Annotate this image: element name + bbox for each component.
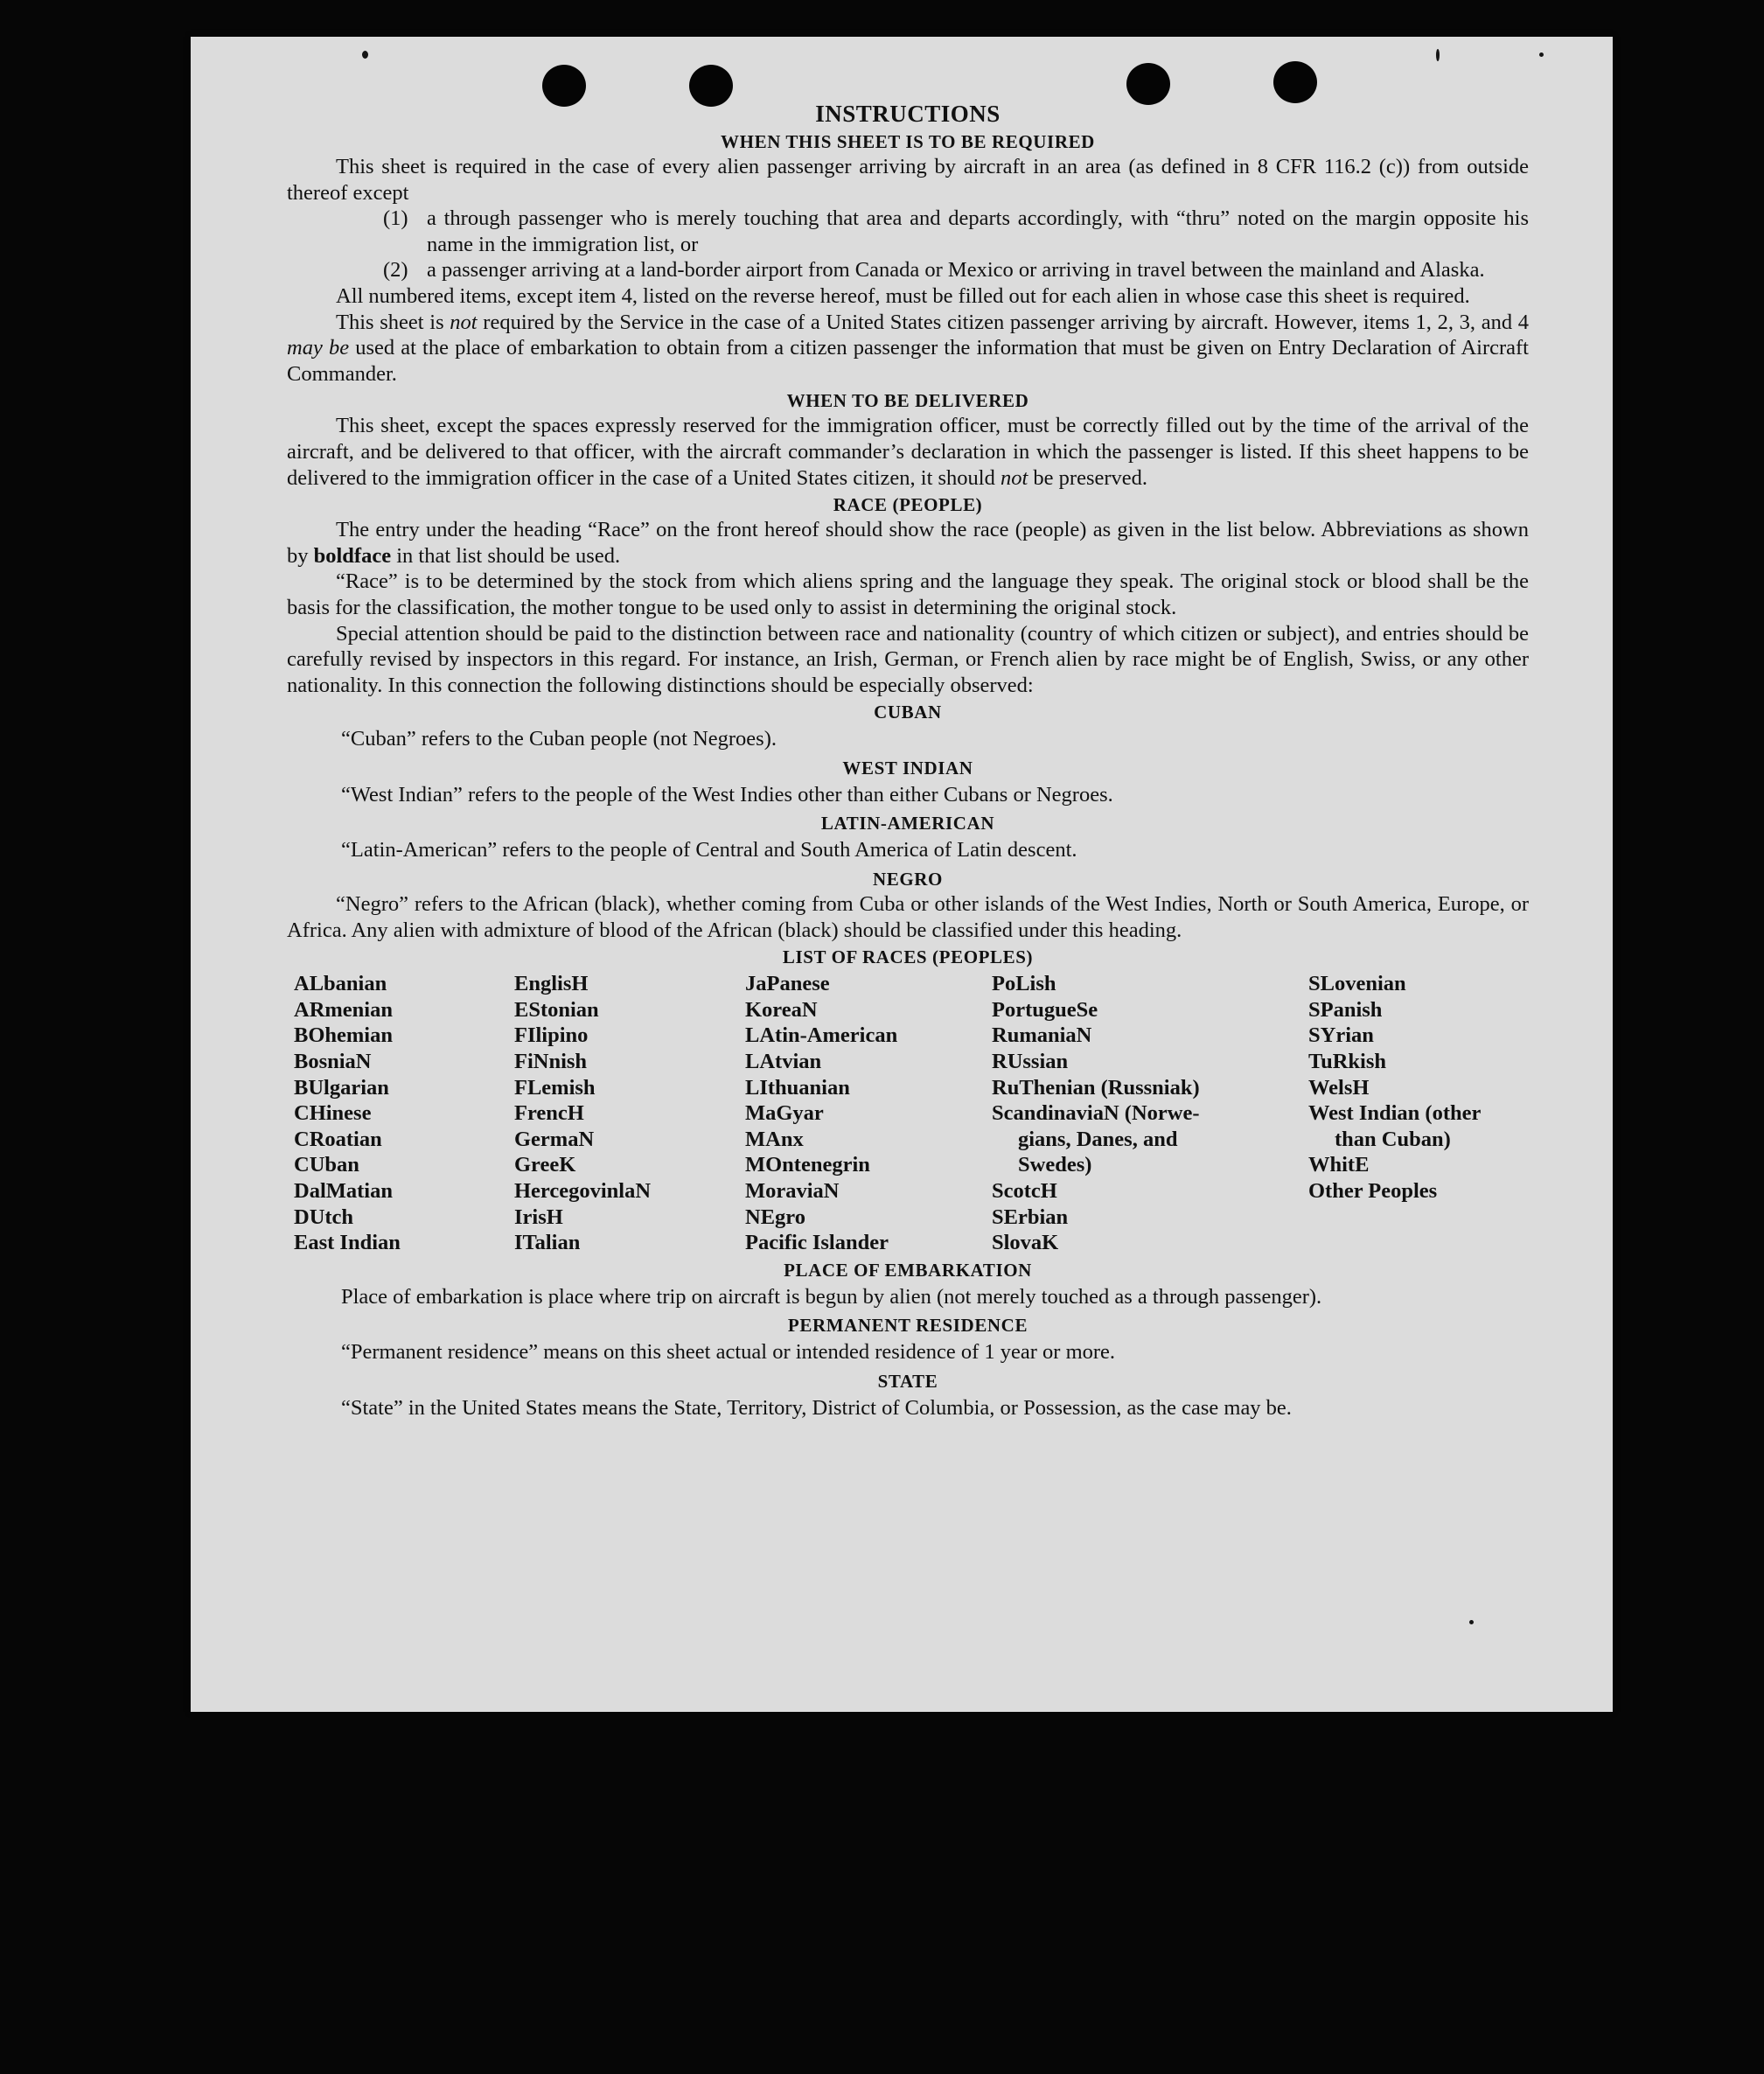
section-heading-residence: PERMANENT RESIDENCE <box>787 1315 1028 1337</box>
embarkation-definition: Place of embarkation is place where trip on aircraft is begun by alien (not merely touched as a through passenger). <box>341 1284 1322 1309</box>
section-heading-required: WHEN THIS SHEET IS TO BE REQUIRED <box>721 131 1095 152</box>
speck <box>362 51 368 59</box>
section-heading-delivered: WHEN TO BE DELIVERED <box>786 390 1029 412</box>
race-entry: ScotcH <box>992 1179 1057 1203</box>
race-entry-continued: Swedes) <box>1018 1153 1092 1177</box>
race-entry: Pacific Islander <box>745 1231 889 1255</box>
text-run: in that list should be used. <box>391 543 621 568</box>
race-entry: LAtvian <box>745 1050 822 1074</box>
race-entry: HercegovinlaN <box>514 1179 652 1203</box>
race-entry: MOntenegrin <box>745 1153 870 1177</box>
race-entry-continued: than Cuban) <box>1335 1127 1451 1151</box>
races-column-4 <box>992 971 1308 1256</box>
race-entry: Other Peoples <box>1308 1179 1438 1203</box>
italic-run: not <box>1000 465 1028 490</box>
punch-hole <box>1126 63 1170 105</box>
race-entry: DUtch <box>294 1205 354 1229</box>
race-entry: West Indian (other <box>1308 1101 1482 1126</box>
item-text: a passenger arriving at a land-border airport from Canada or Mexico or arriving in travel between the mainland and Alaska. <box>427 258 1485 283</box>
races-column-3 <box>745 971 992 1256</box>
west-indian-definition: “West Indian” refers to the people of the West Indies other than either Cubans or Negroes. <box>341 782 1113 807</box>
race-entry: IrisH <box>514 1205 563 1229</box>
section-heading-state: STATE <box>877 1370 938 1392</box>
required-paragraph-3 <box>287 310 1529 388</box>
required-paragraph-2: All numbered items, except item 4, listed on the reverse hereof, must be filled out for each alien in whose case this sheet is required. <box>336 283 1470 308</box>
race-entry: East Indian <box>294 1231 401 1255</box>
race-entry: JaPanese <box>745 972 830 996</box>
race-entry: WelsH <box>1308 1075 1370 1100</box>
section-heading-cuban: CUBAN <box>874 702 942 723</box>
race-entry: FIlipino <box>514 1023 589 1048</box>
race-entry: MAnx <box>745 1127 804 1151</box>
italic-run: not <box>450 310 478 334</box>
section-heading-negro: NEGRO <box>872 869 943 890</box>
section-heading-latin-american: LATIN-AMERICAN <box>820 813 995 834</box>
race-entry: SYrian <box>1308 1023 1374 1048</box>
punch-hole <box>1273 61 1317 103</box>
race-entry: RUssian <box>992 1050 1069 1074</box>
race-entry: BosniaN <box>294 1050 372 1074</box>
text-run: This sheet is <box>336 310 450 334</box>
page-title: INSTRUCTIONS <box>815 101 1001 127</box>
text-run: The entry under the heading “Race” on the front hereof should show the race (people) as given in the list below. Abbreviations as shown by <box>287 518 1529 568</box>
speck <box>1469 1620 1474 1624</box>
item-number: (2) <box>383 258 408 283</box>
race-entry: FiNnish <box>514 1050 588 1074</box>
section-heading-embarkation: PLACE OF EMBARKATION <box>784 1259 1032 1281</box>
item-number: (1) <box>383 206 408 231</box>
item-text: a through passenger who is merely touching that area and departs accordingly, with “thru” noted on the margin opposite his name in the immigration list, or <box>427 206 1529 256</box>
race-entry: SLovenian <box>1308 972 1406 996</box>
races-column-2 <box>514 971 745 1256</box>
race-entry: PoLish <box>992 972 1056 996</box>
race-entry: GermaN <box>514 1127 595 1151</box>
text-run: This sheet, except the spaces expressly reserved for the immigration officer, must be correctly filled out by the time of the arrival of the aircraft, and be delivered to that officer, with the aircraft commander’s declaration in which the passenger is listed. If this sheet happens to be delivered to the immigration officer in the case of a United States citizen, it should <box>287 414 1529 490</box>
race-entry: RumaniaN <box>992 1023 1092 1048</box>
race-paragraph-1 <box>287 517 1529 569</box>
race-entry: NEgro <box>745 1205 805 1229</box>
speck <box>1539 52 1544 57</box>
race-entry: FLemish <box>514 1075 596 1100</box>
race-entry: SErbian <box>992 1205 1069 1229</box>
instructions-content <box>287 100 1529 1425</box>
race-entry: LIthuanian <box>745 1075 850 1100</box>
exception-item-1 <box>383 206 1529 257</box>
exception-item-2 <box>383 257 1529 283</box>
instruction-sheet <box>191 37 1613 1712</box>
races-list <box>294 971 1529 1256</box>
races-column-5 <box>1308 971 1536 1256</box>
race-entry: FrencH <box>514 1101 584 1126</box>
race-entry: PortugueSe <box>992 997 1098 1022</box>
race-entry: SlovaK <box>992 1231 1059 1255</box>
race-entry: GreeK <box>514 1153 576 1177</box>
section-heading-west-indian: WEST INDIAN <box>842 757 973 779</box>
text-run: used at the place of embarkation to obtain from a citizen passenger the information that must be given on Entry Declaration of Aircraft Commander. <box>287 336 1529 386</box>
race-entry: MaGyar <box>745 1101 824 1126</box>
race-entry: CHinese <box>294 1101 372 1126</box>
race-entry: CUban <box>294 1153 359 1177</box>
race-paragraph-3: Special attention should be paid to the distinction between race and nationality (country of which citizen or subject), and entries should be carefully revised by inspectors in this regard. For instance, an Irish, German, or French alien by race might be of English, Swiss, or any other nationality. In this connection the following distinctions should be especially observed: <box>287 621 1529 697</box>
race-entry: ScandinaviaN (Norwe- <box>992 1101 1200 1126</box>
race-entry: EnglisH <box>514 972 589 996</box>
race-entry: KoreaN <box>745 997 818 1022</box>
race-entry: ITalian <box>514 1231 581 1255</box>
text-run: be preserved. <box>1028 465 1148 490</box>
negro-definition: “Negro” refers to the African (black), whether coming from Cuba or other islands of the West Indies, North or South America, Europe, or Africa. Any alien with admixture of blood of the African (black) should be classified under this heading. <box>287 892 1529 942</box>
race-entry: BUlgarian <box>294 1075 389 1100</box>
race-entry: EStonian <box>514 997 599 1022</box>
speck <box>1436 49 1440 61</box>
state-definition: “State” in the United States means the State, Territory, District of Columbia, or Possession, as the case may be. <box>341 1395 1292 1420</box>
section-heading-race: RACE (PEOPLE) <box>833 494 983 516</box>
race-entry: LAtin-American <box>745 1023 898 1048</box>
race-entry: BOhemian <box>294 1023 393 1048</box>
delivered-paragraph <box>287 413 1529 491</box>
required-paragraph-1: This sheet is required in the case of every alien passenger arriving by aircraft in an area (as defined in 8 CFR 116.2 (c)) from outside thereof except <box>287 155 1529 205</box>
race-entry: WhitE <box>1308 1153 1370 1177</box>
cuban-definition: “Cuban” refers to the Cuban people (not Negroes). <box>341 727 777 751</box>
bold-run: boldface <box>313 543 392 568</box>
race-entry: DalMatian <box>294 1179 393 1203</box>
race-entry: ALbanian <box>294 972 387 996</box>
race-entry: TuRkish <box>1308 1050 1387 1074</box>
race-entry: MoraviaN <box>745 1179 840 1203</box>
race-entry-continued: gians, Danes, and <box>1018 1127 1178 1151</box>
races-column-1 <box>294 971 514 1256</box>
race-entry: SPanish <box>1308 997 1383 1022</box>
section-heading-races-list: LIST OF RACES (PEOPLES) <box>782 946 1034 968</box>
race-entry: ARmenian <box>294 997 393 1022</box>
latin-american-definition: “Latin-American” refers to the people of Central and South America of Latin descent. <box>341 838 1077 862</box>
text-run: required by the Service in the case of a United States citizen passenger arriving by aircraft. However, items 1, 2, 3, and 4 <box>477 310 1530 334</box>
race-paragraph-2: “Race” is to be determined by the stock from which aliens spring and the language they speak. The original stock or blood shall be the basis for the classification, the mother tongue to be used only to assist in determining the original stock. <box>287 569 1529 619</box>
race-entry: CRoatian <box>294 1127 382 1151</box>
italic-run: may be <box>287 336 350 360</box>
residence-definition: “Permanent residence” means on this sheet actual or intended residence of 1 year or more. <box>341 1340 1116 1365</box>
race-entry: RuThenian (Russniak) <box>992 1075 1200 1100</box>
